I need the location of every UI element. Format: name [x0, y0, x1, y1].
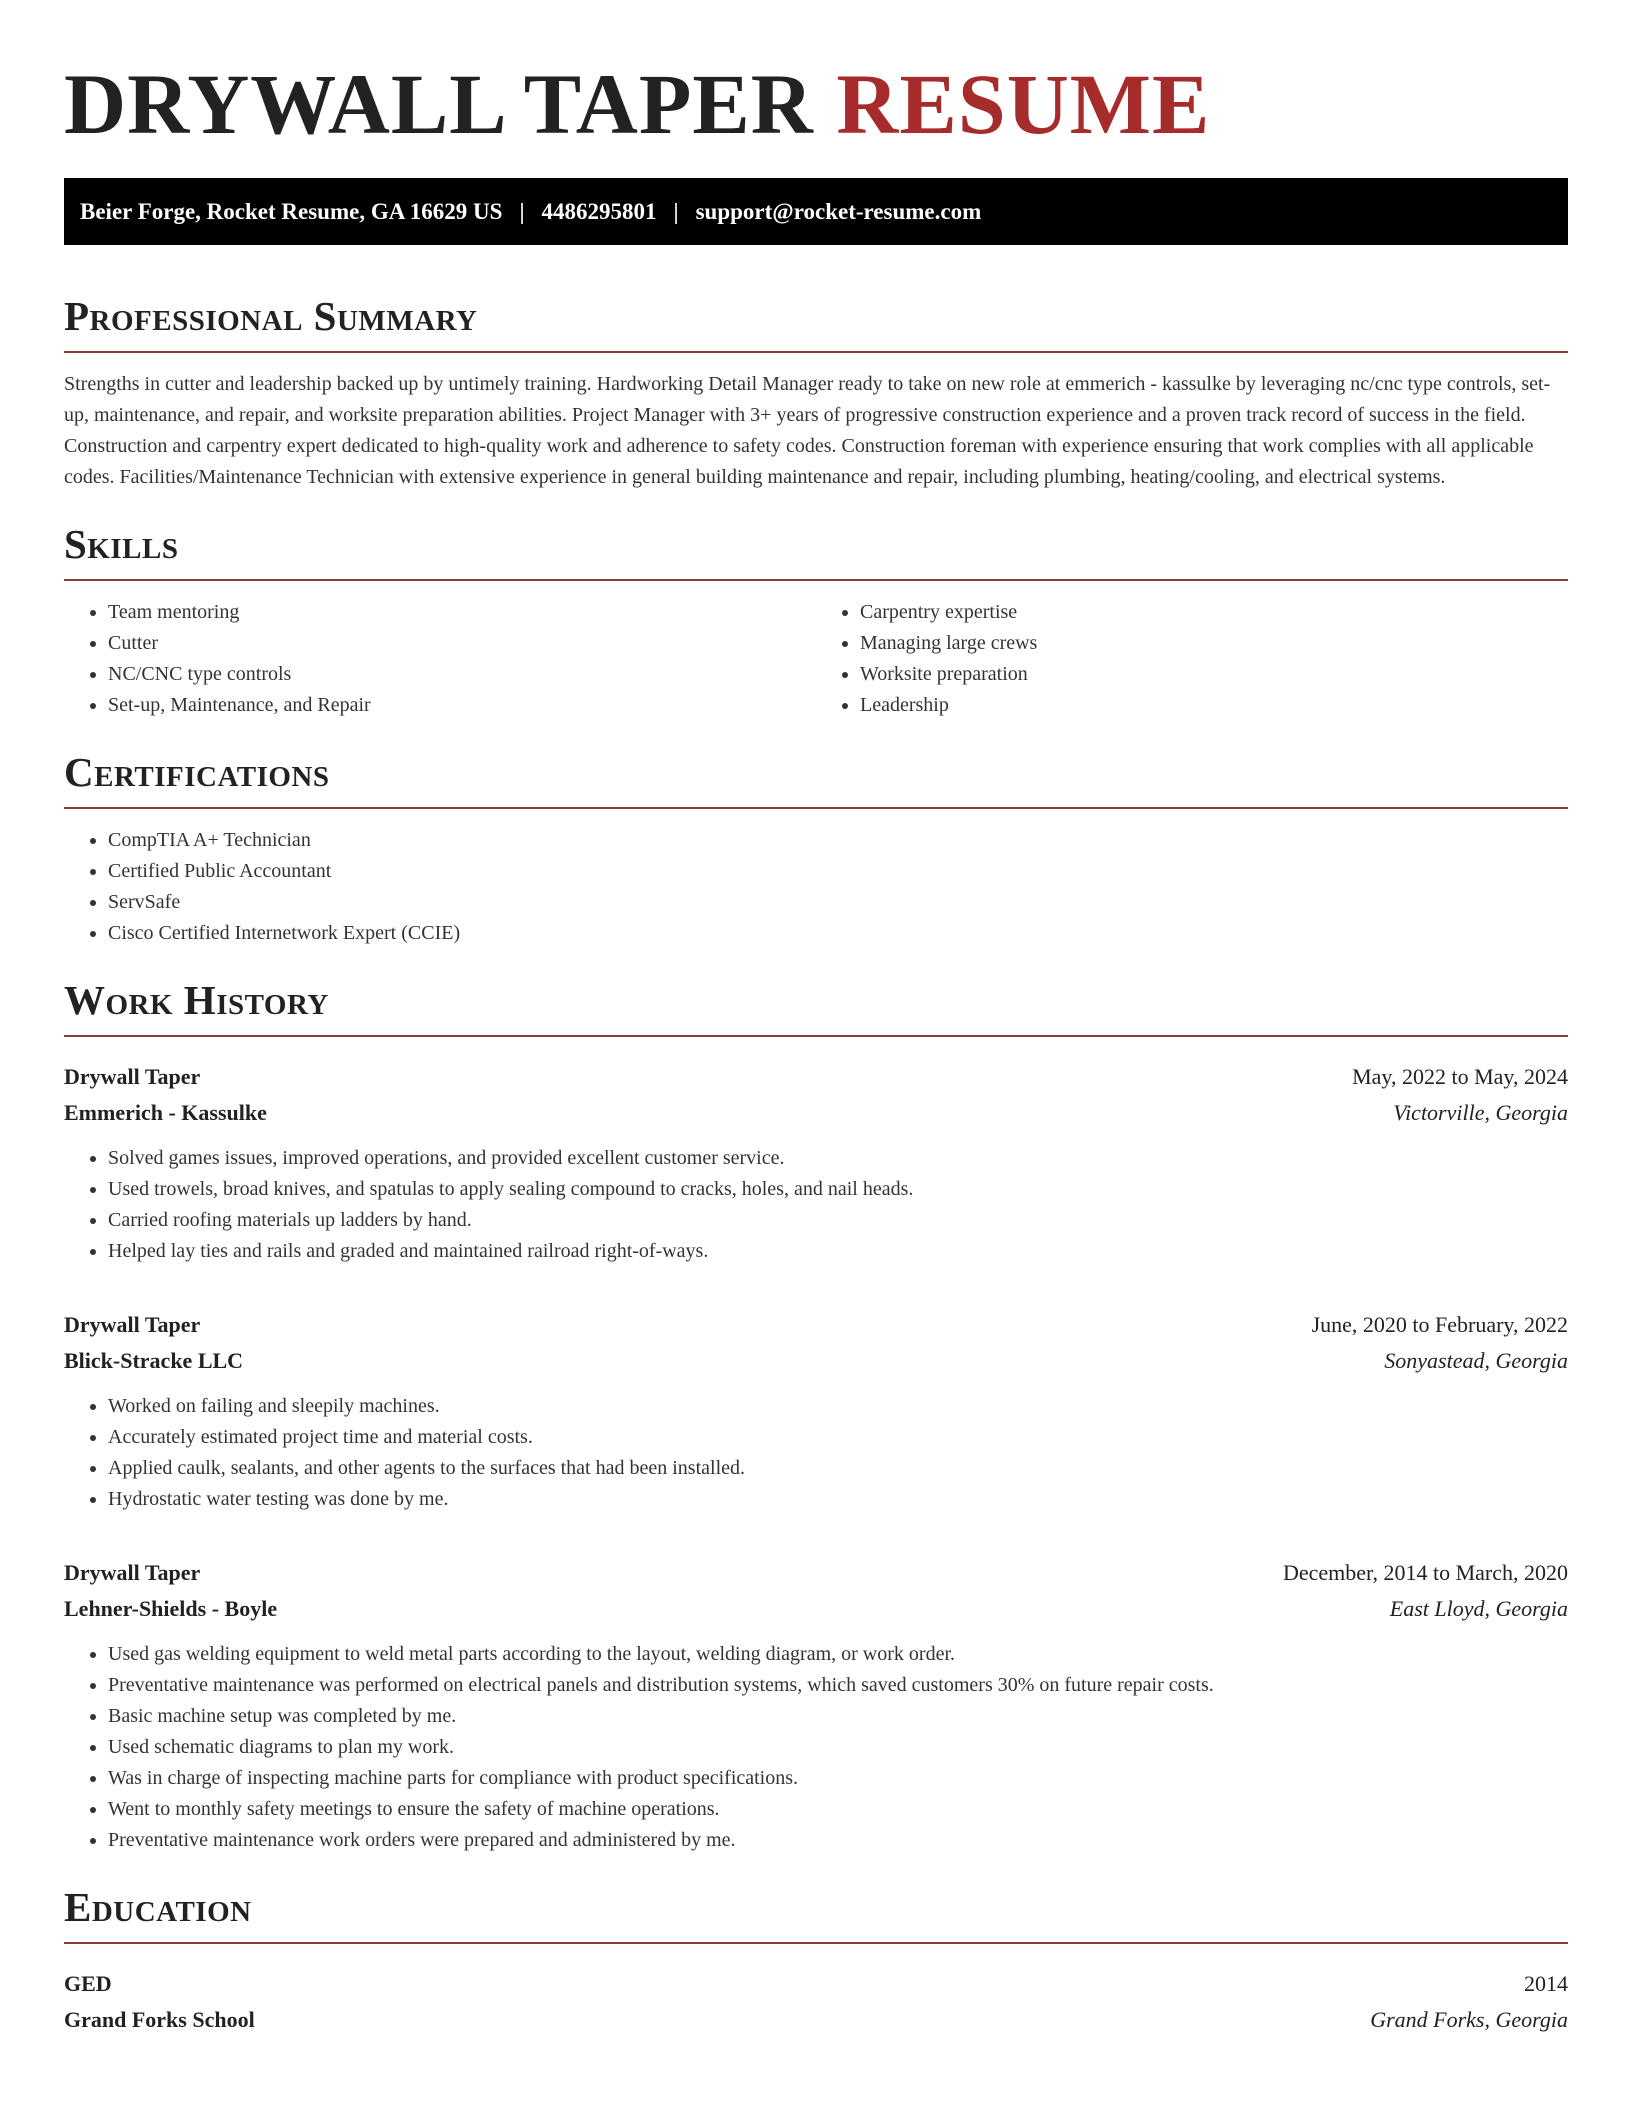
job-duty: • Was in charge of inspecting machine parts for compliance with product specifications. — [108, 1763, 1568, 1794]
job-entry — [64, 1307, 1568, 1515]
summary-section — [64, 293, 1568, 493]
job-duty: • Used schematic diagrams to plan my work. — [108, 1732, 1568, 1763]
skill-item: • Carpentry expertise — [860, 597, 1568, 628]
skill-item: • Cutter — [108, 628, 816, 659]
job-duty: • Basic machine setup was completed by me. — [108, 1701, 1568, 1732]
education-location: Grand Forks, Georgia — [1370, 2007, 1568, 2032]
job-header-row — [64, 1555, 1568, 1591]
job-duty: • Hydrostatic water testing was done by me. — [108, 1484, 1568, 1515]
contact-email: support@rocket-resume.com — [695, 198, 982, 224]
skill-item: • NC/CNC type controls — [108, 659, 816, 690]
job-entry — [64, 1059, 1568, 1267]
job-duties — [64, 1639, 1568, 1856]
job-company: Emmerich - Kassulke — [64, 1100, 267, 1125]
contact-separator: | — [519, 198, 525, 224]
summary-text: Strengths in cutter and leadership backed up by untimely training. Hardworking Detail Manager ready to take on new role at emmerich - kassulke by leveraging nc/cnc type controls, set-up, maintenance, and repair, and worksite preparation abilities. Project Manager with 3+ years of progressive construction experience and a proven track record of success in the field. Construction and carpentry expert dedicated to high-quality work and adherence to safety codes. Construction foreman with experience ensuring that work complies with all applicable codes. Facilities/Maintenance Technician with extensive experience in general building maintenance and repair, including plumbing, heating/cooling, and electrical systems. — [64, 373, 1551, 488]
job-location: Victorville, Georgia — [1393, 1100, 1568, 1125]
job-duty: • Solved games issues, improved operations, and provided excellent customer service. — [108, 1143, 1568, 1174]
title-accent: RESUME — [836, 56, 1211, 152]
job-company: Lehner-Shields - Boyle — [64, 1596, 278, 1621]
work-history-section — [64, 977, 1568, 1856]
skills-list-left — [64, 597, 816, 721]
certifications-heading: Certifications — [64, 749, 330, 795]
job-company-row — [64, 1095, 1568, 1131]
job-header-row — [64, 1059, 1568, 1095]
job-location: East Lloyd, Georgia — [1389, 1596, 1568, 1621]
job-duty: • Used gas welding equipment to weld metal parts according to the layout, welding diagram, or work order. — [108, 1639, 1568, 1670]
certifications-section — [64, 749, 1568, 949]
education-degree: GED — [64, 1971, 112, 1996]
education-heading: Education — [64, 1884, 252, 1930]
education-school-row — [64, 2002, 1568, 2038]
title-main: DRYWALL TAPER — [64, 56, 814, 152]
job-entry — [64, 1555, 1568, 1856]
job-duty: • Preventative maintenance was performed on electrical panels and distribution systems, which saved customers 30% on future repair costs. — [108, 1670, 1568, 1701]
section-divider — [64, 1942, 1568, 1944]
education-header-row — [64, 1966, 1568, 2002]
resume-title — [64, 58, 1568, 150]
skills-grid — [64, 581, 1568, 721]
job-duty: • Helped lay ties and rails and graded and maintained railroad right-of-ways. — [108, 1236, 1568, 1267]
work-history-heading: Work History — [64, 977, 329, 1023]
skill-item: • Worksite preparation — [860, 659, 1568, 690]
section-divider — [64, 351, 1568, 353]
job-duty: • Accurately estimated project time and material costs. — [108, 1422, 1568, 1453]
job-title: Drywall Taper — [64, 1064, 201, 1089]
job-title: Drywall Taper — [64, 1312, 201, 1337]
job-company: Blick-Stracke LLC — [64, 1348, 244, 1373]
education-year: 2014 — [1524, 1971, 1568, 1996]
section-divider — [64, 1035, 1568, 1037]
job-duties — [64, 1143, 1568, 1267]
certification-item: • Cisco Certified Internetwork Expert (CCIE) — [108, 918, 1568, 949]
skill-item: • Set-up, Maintenance, and Repair — [108, 690, 816, 721]
contact-bar — [64, 178, 1568, 245]
contact-phone: 4486295801 — [541, 198, 657, 224]
contact-separator: | — [673, 198, 679, 224]
job-duty: • Carried roofing materials up ladders by hand. — [108, 1205, 1568, 1236]
job-location: Sonyastead, Georgia — [1384, 1348, 1568, 1373]
certifications-list — [64, 825, 1568, 949]
skills-list-right — [816, 597, 1568, 721]
contact-address: Beier Forge, Rocket Resume, GA 16629 US — [80, 198, 503, 224]
job-duties — [64, 1391, 1568, 1515]
education-school: Grand Forks School — [64, 2007, 255, 2032]
job-duty: • Preventative maintenance work orders were prepared and administered by me. — [108, 1825, 1568, 1856]
certification-item: • ServSafe — [108, 887, 1568, 918]
job-dates: December, 2014 to March, 2020 — [1282, 1560, 1568, 1585]
job-duty: • Worked on failing and sleepily machines. — [108, 1391, 1568, 1422]
job-header-row — [64, 1307, 1568, 1343]
skill-item: • Leadership — [860, 690, 1568, 721]
job-dates: June, 2020 to February, 2022 — [1311, 1312, 1568, 1337]
job-company-row — [64, 1343, 1568, 1379]
job-company-row — [64, 1591, 1568, 1627]
certification-item: • Certified Public Accountant — [108, 856, 1568, 887]
skill-item: • Managing large crews — [860, 628, 1568, 659]
section-divider — [64, 807, 1568, 809]
certification-item: • CompTIA A+ Technician — [108, 825, 1568, 856]
job-duty: • Applied caulk, sealants, and other agents to the surfaces that had been installed. — [108, 1453, 1568, 1484]
skills-heading: Skills — [64, 521, 179, 567]
summary-heading: Professional Summary — [64, 293, 478, 339]
job-duty: • Went to monthly safety meetings to ensure the safety of machine operations. — [108, 1794, 1568, 1825]
skill-item: • Team mentoring — [108, 597, 816, 628]
job-duty: • Used trowels, broad knives, and spatulas to apply sealing compound to cracks, holes, and nail heads. — [108, 1174, 1568, 1205]
education-entry — [64, 1966, 1568, 2038]
job-title: Drywall Taper — [64, 1560, 201, 1585]
job-dates: May, 2022 to May, 2024 — [1352, 1064, 1568, 1089]
education-section — [64, 1884, 1568, 2038]
skills-section — [64, 521, 1568, 721]
